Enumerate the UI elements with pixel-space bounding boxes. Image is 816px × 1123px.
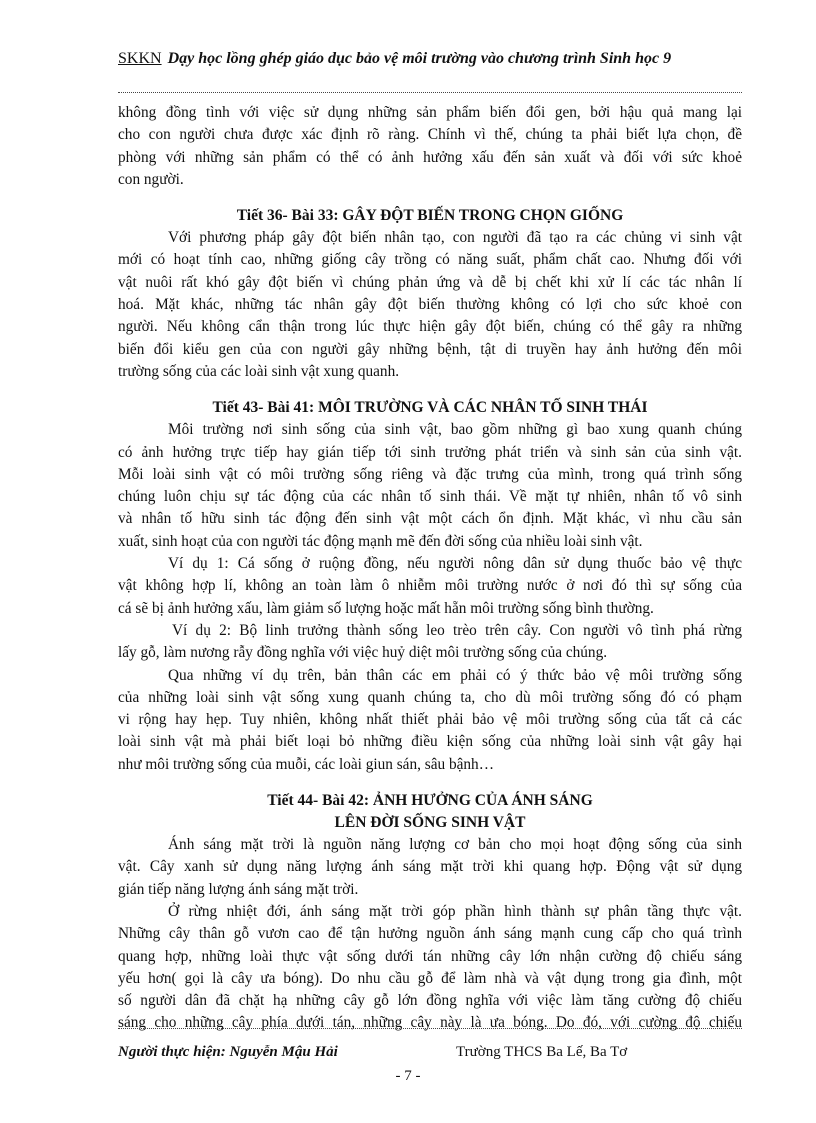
paragraph-line: người. Nếu không cẩn thận trong lúc thực hiện gây đột biến, chúng có thể gây ra những	[118, 318, 742, 336]
section-heading: Tiết 36- Bài 33: GÂY ĐỘT BIẾN TRONG CHỌN GIỐNG	[236, 207, 624, 225]
footer-divider	[118, 1028, 742, 1029]
paragraph-line: sáng cho những cây phía dưới tán, những cây này là ưa bóng. Do đó, với cường độ chiếu	[118, 1014, 742, 1032]
paragraph-line: Ví dụ 2: Bộ linh trưởng thành sống leo trèo trên cây. Con người vô tình phá rừng	[172, 621, 742, 639]
paragraph-line: có ảnh hưởng trực tiếp hay gián tiếp tới sinh trưởng phát triển và sinh sản của sinh vật.	[118, 443, 742, 461]
header-divider	[118, 92, 742, 93]
paragraph-line: yếu hơn( gọi là cây ưa bóng). Do nhu cầu gỗ để làm nhà và vật dụng trong gia đình, một	[118, 969, 742, 987]
paragraph-line: lấy gỗ, làm nương rẫy đồng nghĩa với việc huỷ diệt môi trường sống của chúng.	[118, 644, 608, 662]
paragraph-line: chúng luôn chịu sự tác động của các nhân tố sinh thái. Về mặt tự nhiên, nhân tố vô sinh	[118, 488, 742, 506]
paragraph-line: con người.	[118, 170, 184, 188]
header-title: Dạy học lồng ghép giáo dục bảo vệ môi trường vào chương trình Sinh học 9	[167, 50, 672, 67]
page-footer	[118, 1044, 742, 1061]
paragraph-line: xuất, sinh hoạt của con người tác động mạnh mẽ đến đời sống của nhiều loài sinh vật.	[118, 532, 643, 550]
paragraph-line: Ở rừng nhiệt đới, ánh sáng mặt trời góp phần hình thành sự phân tầng thực vật.	[168, 902, 742, 920]
header-prefix: SKKN	[118, 50, 162, 67]
paragraph-line: của những loài sinh vật sống xung quanh chúng ta, cho dù môi trường sống đó có phạm	[118, 688, 742, 706]
paragraph-line: Ví dụ 1: Cá sống ở ruộng đồng, nếu người nông dân sử dụng thuốc bảo vệ thực	[168, 555, 742, 573]
paragraph-line: biến đổi kiểu gen của con người gây những bệnh, tật di truyền hay ảnh hưởng đến môi	[118, 340, 742, 358]
paragraph-line: vi rộng hay hẹp. Tuy nhiên, không nhất thiết phải bảo vệ môi trường sống của tất cả các	[118, 711, 742, 729]
paragraph-line: Ánh sáng mặt trời là nguồn năng lượng cơ bản cho mọi hoạt động sống của sinh	[168, 836, 742, 854]
paragraph-line: số người dân đã chặt hạ những cây gỗ lớn đồng nghĩa với việc làm tăng cường độ chiếu	[118, 992, 742, 1010]
paragraph-line: hoá. Mặt khác, những tác nhân gây đột biến thường không có lợi cho sức khoẻ con	[118, 296, 742, 314]
paragraph-line: và nhân tố hữu sinh tác động đến sinh vật một cách ổn định. Mặt khác, vì nhu cầu sản	[118, 510, 742, 528]
section-heading: Tiết 44- Bài 42: ẢNH HƯỞNG CỦA ÁNH SÁNG	[267, 792, 593, 810]
paragraph-line: vật không hợp lí, không an toàn làm ô nhiễm môi trường nước ở nơi đó thì sự sống của	[118, 577, 742, 595]
footer-school: Trường THCS Ba Lế, Ba Tơ	[456, 1044, 628, 1060]
paragraph-line: Qua những ví dụ trên, bản thân các em phải có ý thức bảo vệ môi trường sống	[168, 666, 742, 684]
paragraph-line: Mỗi loài sinh vật có môi trường sống riêng và đặc trưng của mình, trong quá trình sống	[118, 465, 742, 483]
paragraph-line: vật. Cây xanh sử dụng năng lượng ánh sáng mặt trời khi quang hợp. Động vật sử dụng	[118, 858, 742, 876]
paragraph-line: không đồng tình với việc sử dụng những sản phẩm biến đổi gen, bởi hậu quả mang lại	[118, 104, 742, 121]
paragraph-line: loài sinh vật mà phải biết loại bỏ những điều kiện sống của những loài sinh vật gây hại	[118, 733, 742, 751]
footer-author: Người thực hiện: Nguyễn Mậu Hải	[118, 1044, 338, 1060]
paragraph-line: cho con người chưa được xác định rõ ràng. Chính vì thế, chúng ta phải biết lựa chọn, đề	[118, 126, 742, 144]
paragraph-line: trường sống của các loài sinh vật xung quanh.	[118, 362, 400, 380]
paragraph-line: như môi trường sống của muỗi, các loài giun sán, sâu bậnh…	[118, 755, 495, 773]
document-body	[118, 102, 742, 1035]
paragraph-line: vật nuôi rất khó gây đột biến vì chúng phản ứng và dễ bị chết khi xử lí các tác nhân lí	[118, 273, 742, 291]
paragraph-line: Những cây thân gỗ vươn cao để tận hưởng nguồn ánh sáng mạnh cung cấp cho quá trình	[118, 925, 742, 943]
section-heading: Tiết 43- Bài 41: MÔI TRƯỜNG VÀ CÁC NHÂN TỐ SINH THÁI	[212, 399, 648, 417]
paragraph-line: quang hợp, những loài thực vật sống dưới tán những cây lớn nhận cường độ chiếu sáng	[118, 947, 742, 965]
page-header	[118, 50, 742, 68]
paragraph-line: gián tiếp năng lượng ánh sáng mặt trời.	[118, 880, 359, 898]
paragraph-line: cá sẽ bị ảnh hưởng xấu, làm giảm số lượng hoặc mất hẵn môi trường sống bình thường.	[118, 599, 654, 617]
paragraph-line: Với phương pháp gây đột biến nhân tạo, con người đã tạo ra các chủng vi sinh vật	[168, 229, 742, 247]
paragraph-line: Môi trường nơi sinh sống của sinh vật, bao gồm những gì bao xung quanh chúng	[168, 421, 742, 439]
section-heading: LÊN ĐỜI SỐNG SINH VẬT	[334, 814, 526, 832]
page-number: - 7 -	[395, 1068, 421, 1084]
paragraph-line: phòng với những sản phẩm có thể có ảnh hưởng xấu đến sản xuất và đối với sức khoẻ	[118, 148, 742, 166]
paragraph-line: mới có hoạt tính cao, những giống cây trồng có năng suất, phẩm chất cao. Nhưng đối với	[118, 251, 742, 269]
